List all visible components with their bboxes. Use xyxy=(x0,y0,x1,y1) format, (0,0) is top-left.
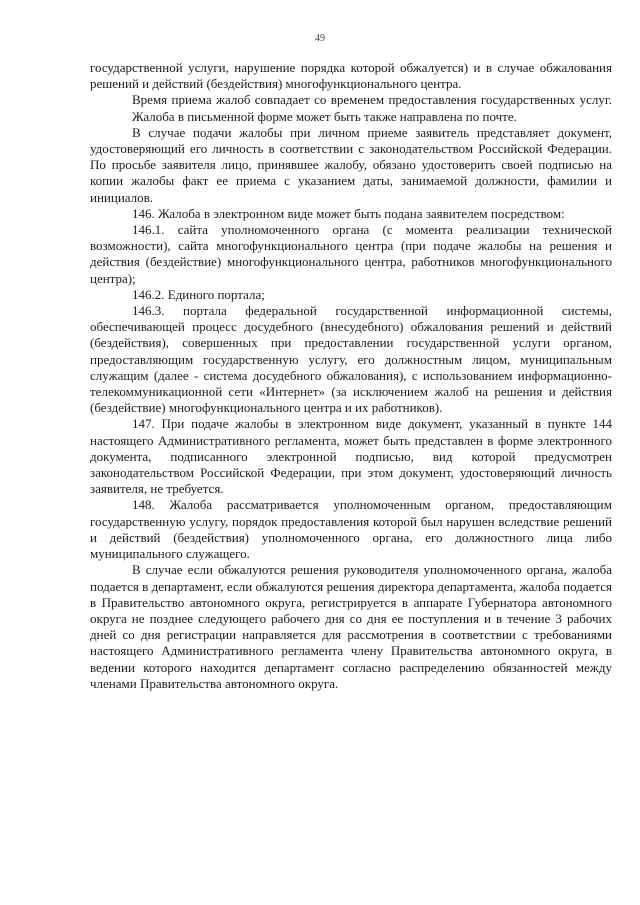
document-body xyxy=(90,60,612,692)
paragraph: государственной услуги, нарушение порядка которой обжалуется) и в случае обжалования решений и действий (бездействия) многофункционального центра. xyxy=(90,60,612,92)
paragraph: 146.3. портала федеральной государственной информационной системы, обеспечивающей процесс досудебного (внесудебного) обжалования решений и действий (бездействия), совершенных при предоставлении государственной услуги органом, предоставляющим государственную услугу, его должностным лицом, муниципальным служащим (далее - система досудебного обжалования), с использованием информационно-телекоммуникационной сети «Интернет» (за исключением жалоб на решения и действия (бездействие) многофункционального центра и их работников). xyxy=(90,303,612,416)
paragraph: 148. Жалоба рассматривается уполномоченным органом, предоставляющим государственную услугу, порядок предоставления которой был нарушен вследствие решений и действий (бездействия) уполномоченного органа, его должностного лица либо муниципального служащего. xyxy=(90,497,612,562)
paragraph: В случае подачи жалобы при личном приеме заявитель представляет документ, удостоверяющий его личность в соответствии с законодательством Российской Федерации. По просьбе заявителя лицо, принявшее жалобу, обязано удостоверить своей подписью на копии жалобы факт ее приема с указанием даты, занимаемой должности, фамилии и инициалов. xyxy=(90,124,612,205)
paragraph: 147. При подаче жалобы в электронном виде документ, указанный в пункте 144 настоящего Административного регламента, может быть представлен в форме электронного документа, подписанного электронной подписью, вид которой предусмотрен законодательством Российской Федерации, при этом документ, удостоверяющий личность заявителя, не требуется. xyxy=(90,416,612,497)
paragraph: 146.2. Единого портала; xyxy=(132,286,265,302)
paragraph: Жалоба в письменной форме может быть также направлена по почте. xyxy=(132,108,517,124)
paragraph: 146. Жалоба в электронном виде может быть подана заявителем посредством: xyxy=(132,205,565,221)
page-number: 49 xyxy=(315,33,325,44)
paragraph: Время приема жалоб совпадает со временем предоставления государственных услуг. xyxy=(132,92,612,108)
paragraph: В случае если обжалуются решения руководителя уполномоченного органа, жалоба подается в департамент, если обжалуются решения директора департамента, жалоба подается в Правительство автономного округа, регистрируется в аппарате Губернатора автономного округа не позднее следующего рабочего дня со дня ее поступления и в течение 3 рабочих дней со дня регистрации направляется для рассмотрения в соответствии с требованиями настоящего Административного регламента члену Правительства автономного округа, в ведении которого находится департамент согласно распределению обязанностей между членами Правительства автономного округа. xyxy=(90,562,612,691)
paragraph: 146.1. сайта уполномоченного органа (с момента реализации технической возможности), сайта многофункционального центра (при подаче жалобы на решения и действия (бездействие) многофункционального центра, работников многофункционального центра); xyxy=(90,222,612,286)
